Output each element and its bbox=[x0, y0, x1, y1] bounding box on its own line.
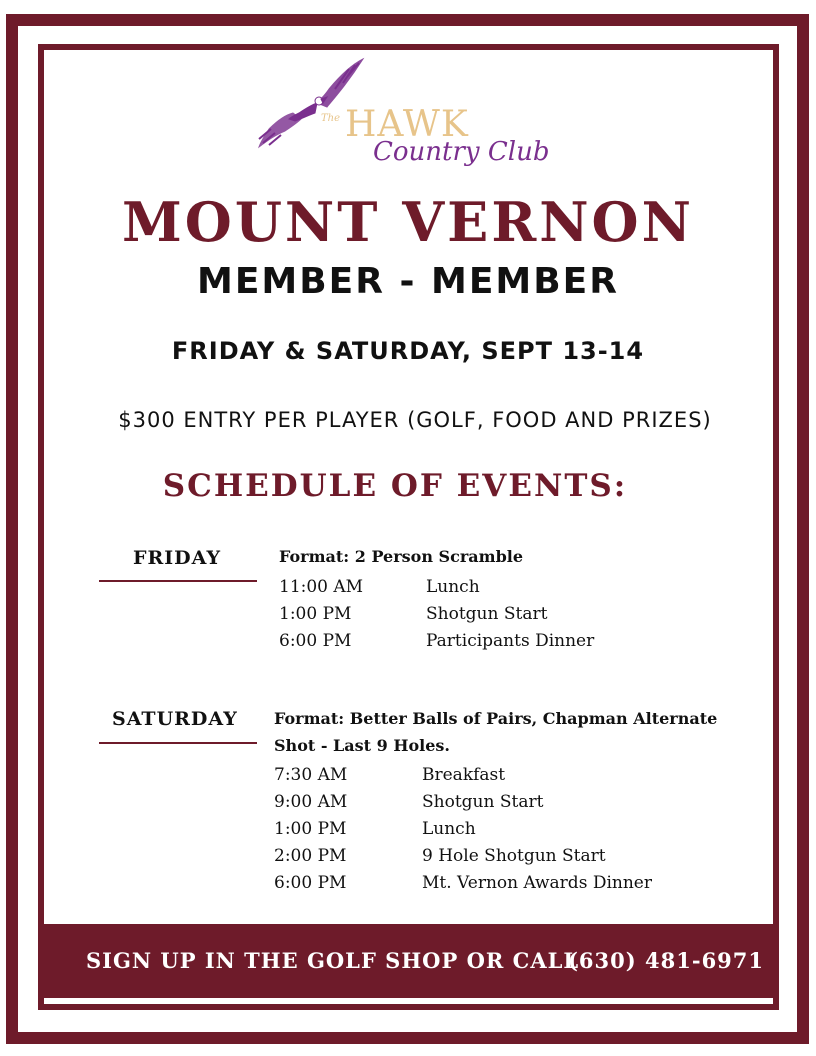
event-time: 6:00 PM bbox=[279, 631, 352, 651]
saturday-row bbox=[274, 843, 734, 870]
saturday-label: SATURDAY bbox=[112, 708, 238, 730]
logo-country-club-text: Country Club bbox=[373, 137, 550, 167]
signup-banner bbox=[44, 924, 779, 998]
event-dates: FRIDAY & SATURDAY, SEPT 13-14 bbox=[171, 337, 645, 365]
saturday-format-line1: Format: Better Balls of Pairs, Chapman Alternate bbox=[274, 709, 718, 728]
friday-row bbox=[279, 574, 699, 601]
event-time: 1:00 PM bbox=[279, 604, 352, 624]
logo-hawk-text: HAWK bbox=[345, 104, 469, 145]
friday-format: Format: 2 Person Scramble bbox=[279, 547, 524, 566]
page-title: MOUNT VERNON bbox=[122, 190, 694, 254]
saturday-row bbox=[274, 870, 734, 897]
event-name: Shotgun Start bbox=[422, 792, 544, 812]
subtitle: MEMBER - MEMBER bbox=[197, 261, 619, 302]
event-name: Breakfast bbox=[422, 765, 506, 785]
friday-divider bbox=[99, 580, 257, 582]
event-name: Shotgun Start bbox=[426, 604, 548, 624]
friday-row bbox=[279, 601, 699, 628]
schedule-heading: SCHEDULE OF EVENTS: bbox=[162, 468, 628, 504]
signup-phone: (630) 481-6971 bbox=[568, 948, 765, 973]
event-time: 6:00 PM bbox=[274, 873, 347, 893]
saturday-row bbox=[274, 789, 734, 816]
friday-label: FRIDAY bbox=[133, 547, 222, 569]
saturday-row bbox=[274, 762, 734, 789]
logo-the-text: The bbox=[321, 113, 341, 124]
event-time: 9:00 AM bbox=[274, 792, 348, 812]
event-name: Participants Dinner bbox=[426, 631, 595, 651]
event-time: 7:30 AM bbox=[274, 765, 348, 785]
saturday-format-line2: Shot - Last 9 Holes. bbox=[274, 736, 450, 755]
saturday-row bbox=[274, 816, 734, 843]
saturday-divider bbox=[99, 742, 257, 744]
event-time: 2:00 PM bbox=[274, 846, 347, 866]
event-name: Lunch bbox=[426, 577, 480, 597]
event-name: 9 Hole Shotgun Start bbox=[422, 846, 606, 866]
event-name: Mt. Vernon Awards Dinner bbox=[422, 873, 652, 893]
event-time: 11:00 AM bbox=[279, 577, 364, 597]
event-time: 1:00 PM bbox=[274, 819, 347, 839]
entry-fee: $300 ENTRY PER PLAYER (GOLF, FOOD AND PRIZES) bbox=[118, 408, 712, 432]
friday-row bbox=[279, 628, 699, 655]
signup-text: SIGN UP IN THE GOLF SHOP OR CALL bbox=[86, 948, 580, 973]
event-name: Lunch bbox=[422, 819, 476, 839]
club-logo bbox=[255, 55, 555, 175]
